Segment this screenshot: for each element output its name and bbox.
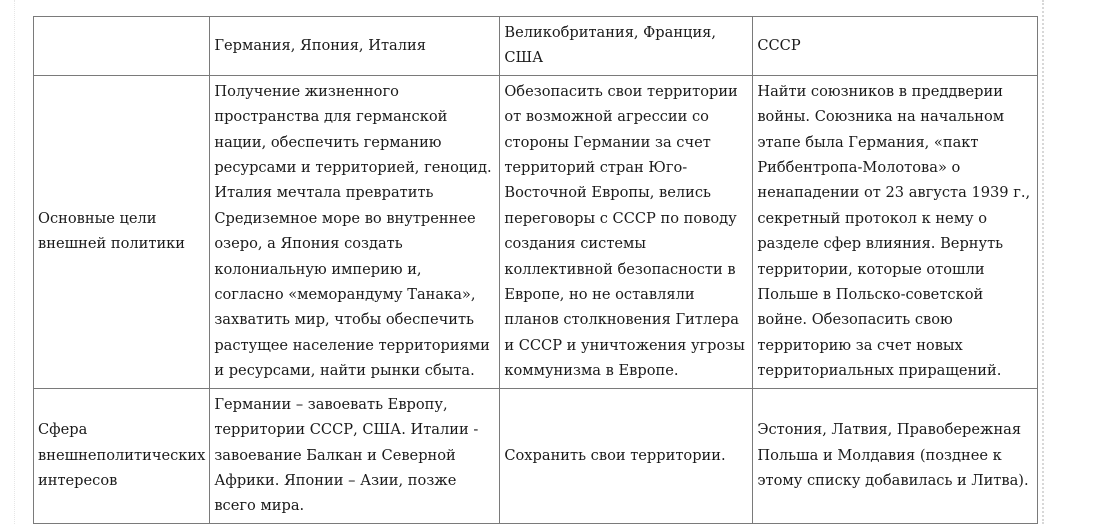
header-western-allies: Великобритания, Франция, США bbox=[500, 17, 753, 76]
header-axis-powers: Германия, Япония, Италия bbox=[210, 17, 500, 76]
row-label-main-goals: Основные цели внешней политики bbox=[34, 75, 210, 388]
cell-sphere-allies: Сохранить свои территории. bbox=[500, 388, 753, 523]
cell-main-goals-axis: Получение жизненного пространства для германской нации, обеспечить германию ресурсами и территорией, геноцид. Италия мечтала превратить Средиземное море во внутреннее озеро, а Япония создать колониальную империю и, согласно «меморандуму Танака», захватить мир, чтобы обеспечить растущее население территориями и ресурсами, найти рынки сбыта. bbox=[210, 75, 500, 388]
cell-sphere-axis: Германии – завоевать Европу, территории СССР, США. Италии - завоевание Балкан и Северной Африки. Японии – Азии, позже всего мира. bbox=[210, 388, 500, 523]
table-row bbox=[34, 388, 1038, 523]
cell-main-goals-ussr: Найти союзников в преддверии войны. Союзника на начальном этапе была Германия, «пакт Риббентропа-Молотова» о ненападении от 23 августа 1939 г., секретный протокол к нему о разделе сфер влияния. Вернуть территории, которые отошли Польше в Польско-советской войне. Обезопасить свою территорию за счет новых территориальных приращений. bbox=[753, 75, 1038, 388]
cell-main-goals-allies: Обезопасить свои территории от возможной агрессии со стороны Германии за счет территорий стран Юго-Восточной Европы, велись переговоры с СССР по поводу создания системы коллективной безопасности в Европе, но не оставляли планов столкновения Гитлера и СССР и уничтожения угрозы коммунизма в Европе. bbox=[500, 75, 753, 388]
foreign-policy-table bbox=[33, 16, 1038, 524]
row-label-sphere-of-interest: Сфера внешнеполитических интересов bbox=[34, 388, 210, 523]
header-corner-cell bbox=[34, 17, 210, 76]
table-row bbox=[34, 75, 1038, 388]
header-ussr: СССР bbox=[753, 17, 1038, 76]
table-header-row bbox=[34, 17, 1038, 76]
cell-sphere-ussr: Эстония, Латвия, Правобережная Польша и Молдавия (позднее к этому списку добавилась и Литва). bbox=[753, 388, 1038, 523]
